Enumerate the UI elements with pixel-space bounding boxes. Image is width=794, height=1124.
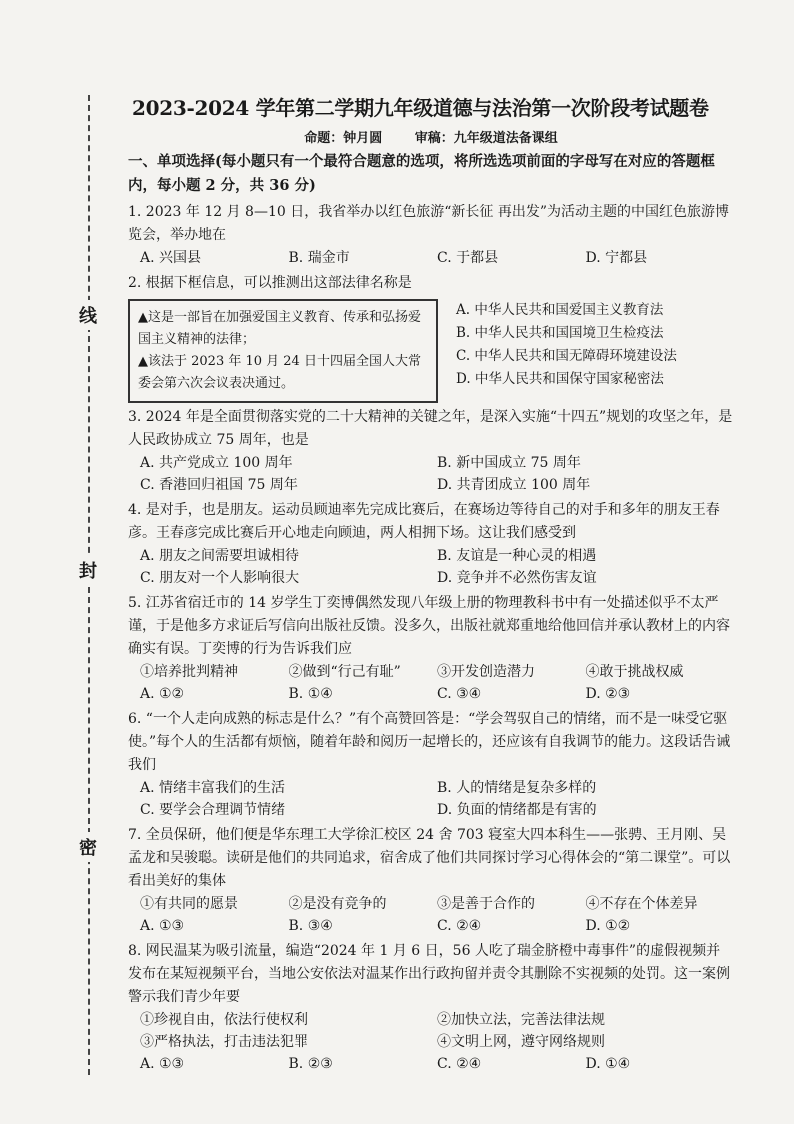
statement-3: ③开发创造潜力 [437, 664, 535, 680]
question-stem: 5. 江苏省宿迁市的 14 岁学生丁奕博偶然发现八年级上册的物理教科书中有一处描述似乎不太严谨，于是他多方求证后写信向出版社反馈。没多久，出版社就郑重地给他回信并承认教材上的内容确实有误。丁奕博的行为告诉我们应 [128, 595, 730, 657]
option-a: A. ①② [140, 686, 185, 702]
statement-4: ④不存在个体差异 [585, 896, 698, 912]
option-b: B. 中华人民共和国国境卫生检疫法 [456, 325, 664, 341]
question-stem: 4. 是对手，也是朋友。运动员顾迪率先完成比赛后，在赛场边等待自己的对手和多年的朋友王春彦。王春彦完成比赛后开心地走向顾迪，两人相拥下场。这让我们感受到 [128, 502, 720, 541]
statement-1: ①培养批判精神 [140, 664, 238, 680]
info-box [128, 299, 438, 403]
question-3 [128, 406, 734, 496]
statement-4: ④文明上网，遵守网络规则 [437, 1034, 605, 1050]
authors [128, 127, 734, 146]
question-stem: 7. 全员保研，他们便是华东理工大学徐汇校区 24 舍 703 寝室大四本科生——张骋、王月刚、吴孟龙和吴骏聪。读研是他们的共同追求，宿舍成了他们共同探讨学习心得体会的“第二课堂”。可以看出美好的集体 [128, 827, 731, 889]
option-b: B. 新中国成立 75 周年 [437, 455, 581, 471]
question-6 [128, 708, 734, 821]
option-d: D. 竞争并不必然伤害友谊 [437, 570, 597, 586]
option-b: B. ③④ [288, 918, 333, 934]
margin-label-seal: 封 [79, 555, 97, 585]
option-a: A. ①③ [140, 1056, 185, 1072]
margin-label-line: 线 [79, 300, 97, 330]
info-line: ▲该法于 2023 年 10 月 24 日十四届全国人大常委会第六次会议表决通过。 [138, 354, 421, 391]
option-b: B. ①④ [288, 686, 333, 702]
question-4 [128, 499, 734, 589]
option-b: B. 友谊是一种心灵的相遇 [437, 548, 597, 564]
option-d: D. 负面的情绪都是有害的 [437, 802, 597, 818]
statement-2: ②加快立法，完善法律法规 [437, 1012, 605, 1028]
option-d: D. ①② [585, 918, 631, 934]
option-a: A. 兴国县 [140, 250, 202, 266]
option-a: A. 共产党成立 100 周年 [140, 455, 293, 471]
statement-1: ①珍视自由，依法行使权利 [140, 1012, 308, 1028]
reviewer: 审稿：九年级道法备课组 [414, 131, 558, 146]
option-d: D. 中华人民共和国保守国家秘密法 [456, 371, 664, 387]
option-c: C. 香港回归祖国 75 周年 [140, 477, 298, 493]
option-b: B. ②③ [288, 1056, 333, 1072]
setter: 命题：钟月圆 [304, 131, 383, 146]
question-5 [128, 592, 734, 705]
option-a: A. 情绪丰富我们的生活 [140, 780, 286, 796]
statement-2: ②是没有竞争的 [288, 896, 387, 912]
option-d: D. 共青团成立 100 周年 [437, 477, 591, 493]
statement-4: ④敢于挑战权威 [585, 664, 684, 680]
statement-3: ③严格执法，打击违法犯罪 [140, 1034, 308, 1050]
option-c: C. ②④ [437, 918, 482, 934]
statement-2: ②做到“行己有耻” [288, 664, 401, 680]
question-stem: 2. 根据下框信息，可以推测出这部法律名称是 [128, 275, 412, 291]
statement-3: ③是善于合作的 [437, 896, 535, 912]
exam-page [128, 92, 734, 1075]
question-stem: 6. “一个人走向成熟的标志是什么？”有个高赞回答是：“学会驾驭自己的情绪，而不是一味受它驱使。”每个人的生活都有烦恼，随着年龄和阅历一起增长的，还应该有自我调节的能力。这段话告诫我们 [128, 711, 731, 773]
option-b: B. 瑞金市 [288, 250, 350, 266]
question-stem: 3. 2024 年是全面贯彻落实党的二十大精神的关键之年，是深入实施“十四五”规划的攻坚之年，是人民政协成立 75 周年，也是 [128, 409, 733, 448]
option-b: B. 人的情绪是复杂多样的 [437, 780, 597, 796]
exam-title: 2023-2024 学年第二学期九年级道德与法治第一次阶段考试题卷 [132, 96, 709, 120]
margin-label-secret: 密 [79, 832, 97, 862]
question-7 [128, 824, 734, 937]
statement-1: ①有共同的愿景 [140, 896, 238, 912]
option-a: A. 朋友之间需要坦诚相待 [140, 548, 300, 564]
option-a: A. ①③ [140, 918, 185, 934]
option-c: C. 中华人民共和国无障碍环境建设法 [456, 348, 677, 364]
binding-line [88, 95, 106, 1075]
option-d: D. ①④ [585, 1056, 631, 1072]
question-1 [128, 201, 734, 269]
option-d: D. 宁都县 [585, 250, 648, 266]
option-c: C. ③④ [437, 686, 482, 702]
question-8 [128, 940, 734, 1075]
option-a: A. 中华人民共和国爱国主义教育法 [456, 302, 664, 318]
question-stem: 1. 2023 年 12 月 8—10 日，我省举办以红色旅游“新长征 再出发”为活动主题的中国红色旅游博览会，举办地在 [128, 204, 729, 243]
question-2 [128, 272, 734, 403]
info-line: ▲这是一部旨在加强爱国主义教育、传承和弘扬爱国主义精神的法律； [138, 310, 421, 347]
option-c: C. ②④ [437, 1056, 482, 1072]
question-stem: 8. 网民温某为吸引流量，编造“2024 年 1 月 6 日，56 人吃了瑞金脐橙中毒事件”的虚假视频并发布在某短视频平台，当地公安依法对温某作出行政拘留并责令其删除不实视频的处罚。这一案例警示我们青少年要 [128, 943, 730, 1005]
option-c: C. 于都县 [437, 250, 499, 266]
section-instruction: 一、单项选择(每小题只有一个最符合题意的选项，将所选选项前面的字母写在对应的答题框内，每小题 2 分，共 36 分) [128, 153, 715, 194]
option-d: D. ②③ [585, 686, 631, 702]
option-c: C. 要学会合理调节情绪 [140, 802, 286, 818]
option-c: C. 朋友对一个人影响很大 [140, 570, 300, 586]
